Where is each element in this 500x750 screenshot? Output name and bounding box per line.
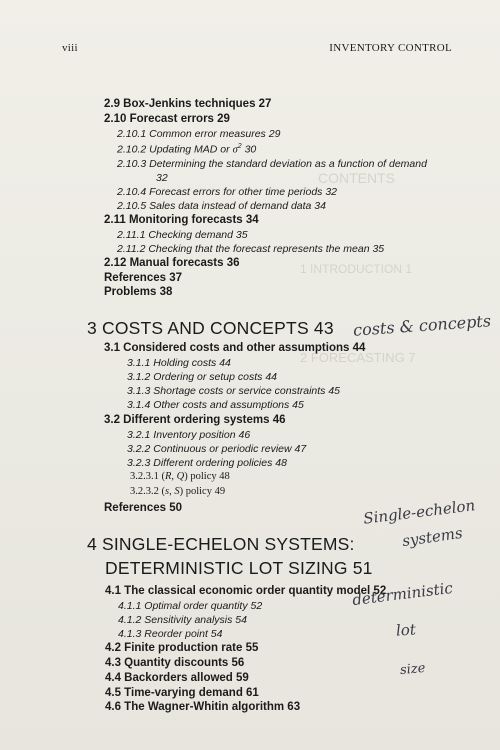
toc-subsection: 2.10.4 Forecast errors for other time periods 32 — [117, 186, 338, 198]
bleed-through-text: 1 INTRODUCTION 1 — [300, 262, 413, 276]
toc-subsection: 4.1.1 Optimal order quantity 52 — [118, 600, 263, 612]
toc-subsection: 3.1.3 Shortage costs or service constraints 45 — [127, 385, 341, 397]
toc-section: 2.10 Forecast errors 29 — [104, 113, 230, 125]
toc-section: Problems 38 — [104, 286, 173, 298]
toc-section: 4.3 Quantity discounts 56 — [105, 657, 245, 669]
handwritten-note: deterministic — [351, 578, 454, 610]
toc-subsection: 3.1.2 Ordering or setup costs 44 — [127, 371, 277, 383]
toc-section: 4.1 The classical economic order quantity model 52 — [105, 585, 387, 597]
toc-chapter-heading: 4 SINGLE-ECHELON SYSTEMS: — [87, 534, 355, 554]
toc-subsection: 3.1.4 Other costs and assumptions 45 — [127, 399, 304, 411]
toc-subsection: 4.1.3 Reorder point 54 — [118, 628, 223, 640]
toc-subsection: 3.2.3 Different ordering policies 48 — [127, 457, 287, 469]
toc-section: 2.9 Box-Jenkins techniques 27 — [104, 98, 272, 110]
toc-section: 2.11 Monitoring forecasts 34 — [104, 214, 259, 226]
bleed-through-text: 2 FORECASTING 7 — [300, 350, 416, 365]
toc-section: 4.6 The Wagner-Whitin algorithm 63 — [105, 701, 301, 713]
page-number: viii — [62, 42, 78, 54]
toc-subsection: 3.2.1 Inventory position 46 — [127, 429, 251, 441]
handwritten-note: costs & concepts — [352, 311, 492, 340]
toc-section: 3.2 Different ordering systems 46 — [104, 414, 286, 426]
toc-subsection: 3.2.2 Continuous or periodic review 47 — [127, 443, 307, 455]
toc-subsubsection: 3.2.3.1 (R, Q) policy 48 — [130, 471, 230, 482]
toc-subsection: 2.11.2 Checking that the forecast represents the mean 35 — [117, 243, 385, 255]
toc-section: References 37 — [104, 272, 182, 284]
running-title: INVENTORY CONTROL — [329, 42, 452, 54]
toc-subsection: 4.1.2 Sensitivity analysis 54 — [118, 614, 247, 626]
toc-subsection: 2.10.2 Updating MAD or $\sigma^2$ 30 — [117, 143, 257, 156]
toc-section: 4.4 Backorders allowed 59 — [105, 672, 249, 684]
bleed-through-text: CONTENTS — [318, 170, 395, 186]
handwritten-note: size — [399, 660, 426, 679]
toc-section: 2.12 Manual forecasts 36 — [104, 257, 240, 269]
handwritten-note: systems — [401, 523, 464, 551]
toc-section: References 50 — [104, 502, 182, 514]
toc-section: 4.5 Time-varying demand 61 — [105, 687, 259, 699]
toc-section: 4.2 Finite production rate 55 — [105, 642, 259, 654]
toc-chapter-heading: 3 COSTS AND CONCEPTS 43 — [87, 318, 334, 338]
toc-subsection: 3.1.1 Holding costs 44 — [127, 357, 231, 369]
handwritten-note: Single-echelon — [362, 496, 477, 528]
toc-subsection: 2.11.1 Checking demand 35 — [117, 229, 248, 241]
toc-subsection: 2.10.5 Sales data instead of demand data 34 — [117, 200, 326, 212]
toc-section: 3.1 Considered costs and other assumptions 44 — [104, 342, 366, 354]
toc-subsection: 2.10.3 Determining the standard deviation as a function of demand — [117, 158, 427, 170]
toc-subsection-continued: 32 — [156, 172, 168, 184]
handwritten-note: lot — [395, 620, 417, 640]
toc-subsection: 2.10.1 Common error measures 29 — [117, 128, 281, 140]
toc-subsubsection: 3.2.3.2 (s, S) policy 49 — [130, 486, 226, 497]
toc-chapter-heading-continued: DETERMINISTIC LOT SIZING 51 — [105, 558, 373, 578]
